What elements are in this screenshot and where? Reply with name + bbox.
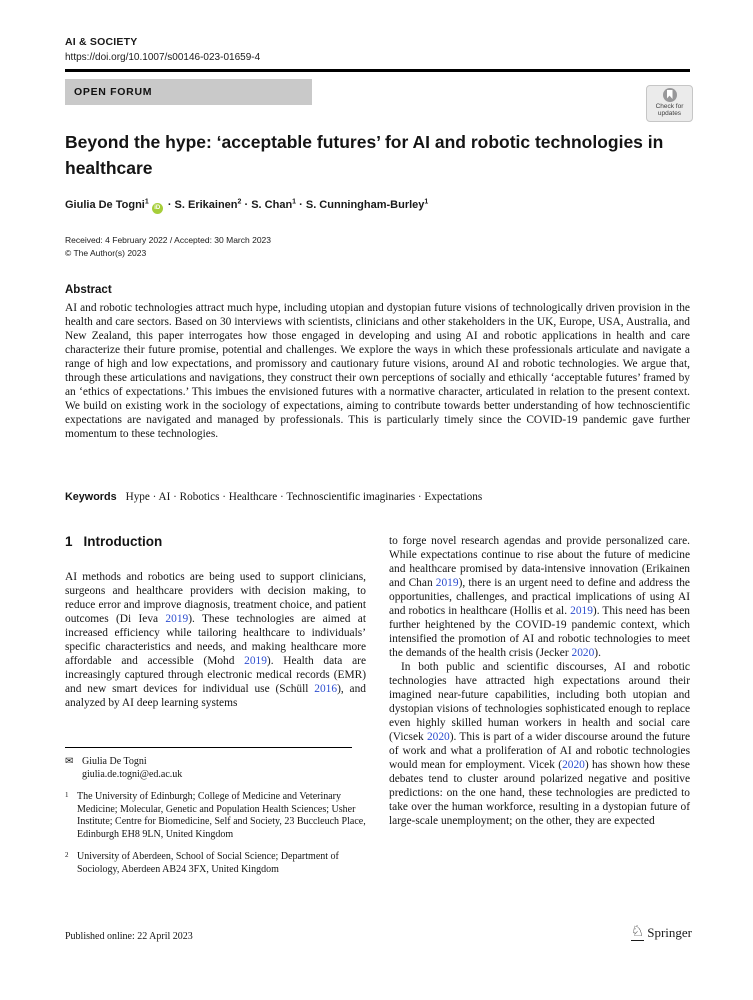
affiliation-1-text: The University of Edinburgh; College of Medicine and Veterinary Medicine; Molecular, Genetic and Population Health Sciences; Usher Institute; Centre for Biomedicine, Self and Society, 23 Buccleuch Place, Edinburgh EH8 9LN, United Kingdom <box>77 791 366 840</box>
corresponding-author-name: Giulia De Togni <box>82 756 147 767</box>
springer-knight-icon: ♘ <box>630 924 645 940</box>
right-column <box>389 534 690 828</box>
affiliation-2-number: 2 <box>65 851 69 859</box>
abstract-text: AI and robotic technologies attract much hype, including utopian and dystopian future visions of technologically driven provision in the health and care sectors. Based on 30 interviews with scientists, clinicians and other stakeholders in the UK, Europe, USA, Australia, and New Zealand, this paper interrogates how those engaged in developing and using AI and robotic applications in health and care characterize their future promise, potential and challenges. We explore the ways in which these professionals articulate and navigate a range of high and low expectations, and promissory and cautionary future visions, around AI and robotic technologies. We argue that, through these articulations and navigations, they construct their own perceptions of socially and ethically ‘acceptable futures’ framed by an ‘ethics of expectations.’ This imbues the envisioned futures with a normative character, articulated in relation to the present context. We build on existing work in the sociology of expectations, aiming to contribute towards better understanding of how technoscientific expectations are navigated and managed by professionals. This is particularly timely since the COVID-19 pandemic gave further momentum to these technologies. <box>65 302 690 440</box>
article-title: Beyond the hype: ‘acceptable futures’ for AI and robotic technologies in healthcare <box>65 132 664 178</box>
abstract-heading: Abstract <box>65 284 112 296</box>
crossmark-icon <box>663 88 677 102</box>
citation-link[interactable]: 2019 <box>570 605 593 617</box>
copyright-line: © The Author(s) 2023 <box>65 247 147 258</box>
section-title: Introduction <box>83 534 163 549</box>
footnote-block <box>65 747 367 886</box>
intro-paragraph-1: AI methods and robotics are being used to support clinicians, surgeons and healthcare providers with decision making, to reduce error and improve diagnosis, treatment choice, and patient outcomes (Di Ieva 2019). These technologies are aimed at increased efficiency while tailoring healthcare to individuals’ specific characteristics and needs, and making healthcare more affordable and accessible (Mohd 2019). Health data are increasingly captured through electronic medical records (EMR) and new smart devices for individual use (Schüll 2016), and analyzed by AI deep learning systems <box>65 571 367 709</box>
citation-link[interactable]: 2016 <box>314 683 338 695</box>
bookmark-icon <box>667 90 673 99</box>
check-for-updates-badge[interactable] <box>646 85 693 122</box>
check-for-updates-line2: updates <box>657 110 682 117</box>
keywords-line <box>65 491 690 503</box>
envelope-icon: ✉ <box>65 756 74 767</box>
correspondence-block <box>65 756 367 781</box>
check-for-updates-line1: Check for <box>655 103 684 110</box>
article-dates <box>65 234 271 259</box>
affiliation-1 <box>65 791 367 841</box>
section-number: 1 <box>65 534 73 549</box>
section-heading-introduction <box>65 534 366 549</box>
citation-link[interactable]: 2019 <box>435 577 459 589</box>
footnote-divider <box>65 747 352 748</box>
orcid-icon: iD <box>152 203 163 214</box>
header-rule <box>65 69 690 72</box>
affiliation-1-number: 1 <box>65 791 69 799</box>
journal-header <box>65 36 260 63</box>
citation-link[interactable]: 2019 <box>244 655 267 667</box>
affiliation-2 <box>65 851 367 876</box>
citation-link[interactable]: 2020 <box>426 731 450 743</box>
intro-paragraph-2: to forge novel research agendas and provide personalized care. While expectations continue to rise about the future of medicine and healthcare promised by data-intensive innovation (Erikainen and Chan 2019), there is an urgent need to define and address the opportunities, challenges, and practical implications of using AI and robotics in healthcare (Hollis et al. 2019). This need has been further heightened by the COVID-19 pandemic context, which intensified the promotion of AI and robotic technologies to meet the demands of the health crisis (Jecker 2020). <box>389 535 690 659</box>
keywords-label: Keywords <box>65 491 117 503</box>
corresponding-author-email[interactable]: giulia.de.togni@ed.ac.uk <box>82 768 183 780</box>
received-accepted: Received: 4 February 2022 / Accepted: 30 March 2023 <box>65 235 272 245</box>
citation-link[interactable]: 2020 <box>571 647 595 659</box>
abstract-section <box>65 284 690 441</box>
journal-name: AI & SOCIETY <box>65 36 138 48</box>
citation-link[interactable]: 2019 <box>165 613 189 625</box>
intro-paragraph-3: In both public and scientific discourses, AI and robotic technologies have attracted high expectations around their imagined near-future capabilities, including both utopian and dystopian visions of technologies sophisticated enough to replace even highly skilled human workers in health and social care (Vicsek 2020). This is part of a wider discourse around the future of work and what a proliferation of AI and robotic technologies would mean for employment. Vicek (2020) has shown how these debates tend to cluster around polarized negative and positive predictions: on the one hand, these technologies are predicted to take over the human workforce, resulting in a dystopian future of large-scale unemployment; on the other, they are expected <box>389 661 690 827</box>
affiliation-2-text: University of Aberdeen, School of Social Science; Department of Sociology, Aberdeen AB24 3FX, United Kingdom <box>77 851 339 875</box>
keywords-items: Hype · AI · Robotics · Healthcare · Technoscientific imaginaries · Expectations <box>125 491 483 503</box>
citation-link[interactable]: 2020 <box>562 759 585 771</box>
doi-link[interactable]: https://doi.org/10.1007/s00146-023-01659-4 <box>65 52 261 63</box>
check-for-updates-label <box>656 103 684 117</box>
author-list: Giulia De Togni$^1$iD · S. Erikainen$^2$ · S. Chan$^1$ · S. Cunningham-Burley$^1$ <box>65 199 690 214</box>
published-online: Published online: 22 April 2023 <box>65 931 193 942</box>
article-type-banner: OPEN FORUM <box>65 79 312 105</box>
springer-wordmark: Springer <box>647 925 692 940</box>
springer-logo <box>631 925 692 941</box>
